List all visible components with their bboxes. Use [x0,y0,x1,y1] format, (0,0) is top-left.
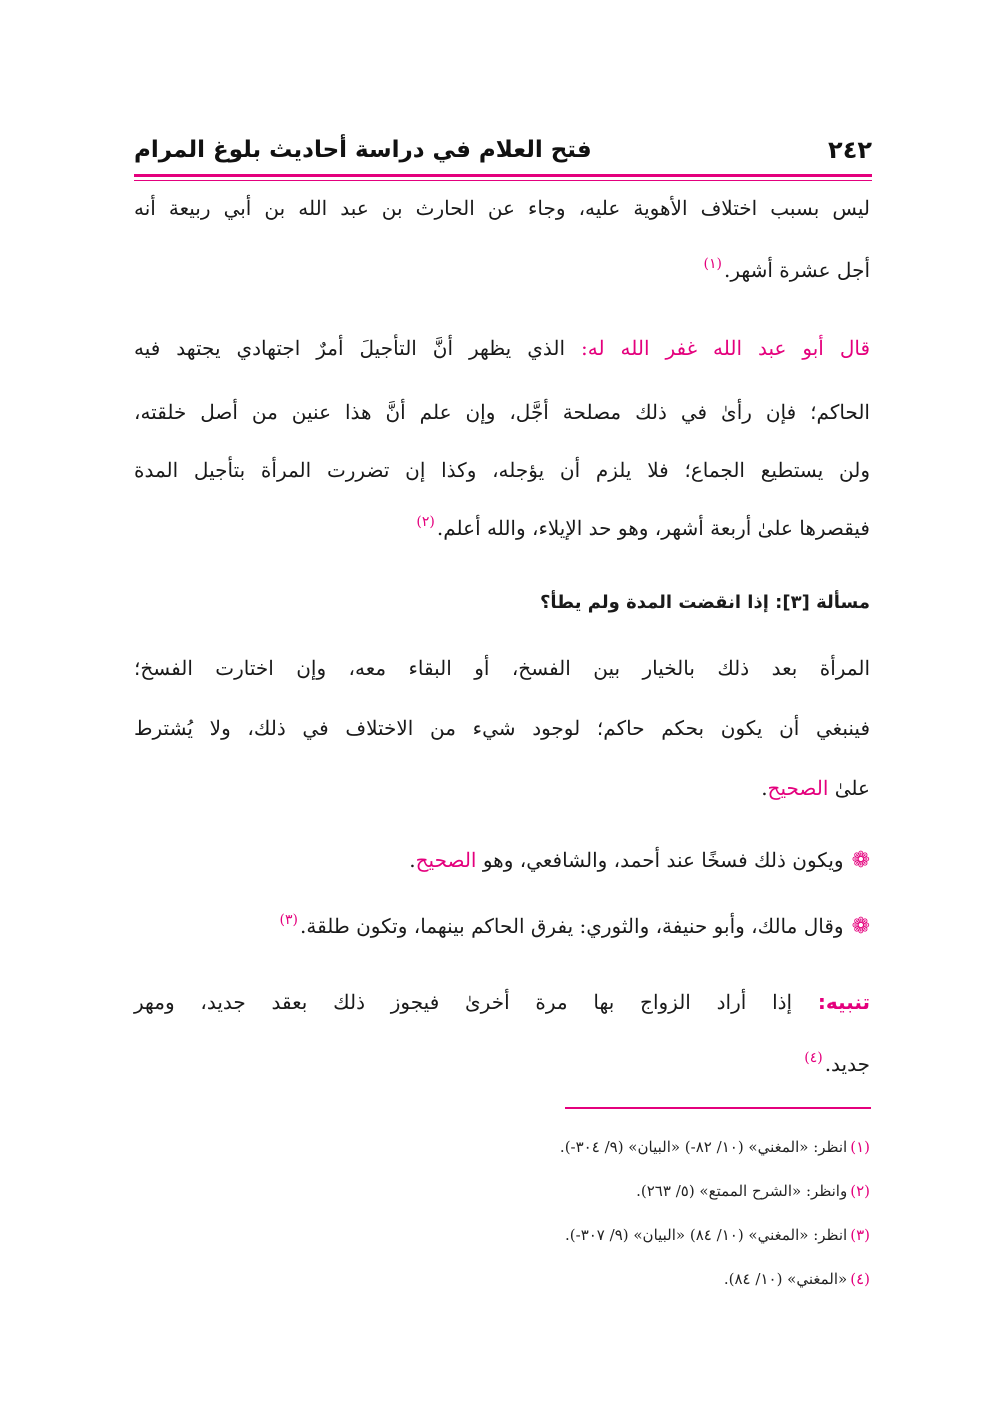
footnote-number: (٣) [850,1226,870,1244]
footnote: (١)انظر: «المغني» (١٠/ ٨٢-) «البيان» (٩/ ٣٠٤-). [559,1138,870,1156]
footnote-number: (٢) [850,1182,870,1200]
highlight-term: الصحيح [767,776,829,800]
footnote: (٢)وانظر: «الشرح الممتع» (٥/ ٢٦٣). [636,1182,870,1200]
paragraph-line: أجل عشرة أشهر.$^{(١)}$ [703,256,870,282]
footnote: (٣)انظر: «المغني» (١٠/ ٨٤) «البيان» (٩/ ٣٠٧-). [564,1226,870,1244]
issue-heading [134,592,870,613]
footnote-number: (١) [850,1138,870,1156]
paragraph-line: المرأة بعد ذلك بالخيار بين الفسخ، أو البقاء معه، وإن اختارت الفسخ؛ [134,656,870,680]
paragraph-line: فيقصرها علىٰ أربعة أشهر، وهو حد الإيلاء، والله أعلم.$^{(٢)}$ [416,514,870,540]
page-header [134,130,872,170]
paragraph-line: فينبغي أن يكون بحكم حاكم؛ لوجود شيء من الاختلاف في ذلك، ولا يُشترط [134,716,870,740]
bullet-item: ❁وقال مالك، وأبو حنيفة، والثوري: يفرق الحاكم بينهما، وتكون طلقة.$^{(٣)}$ [279,912,870,939]
book-title: فتح العلام في دراسة أحاديث بلوغ المرام [134,137,592,163]
author-attribution: قال أبو عبد الله غفر الله له: [580,336,871,360]
header-divider-thin [134,180,872,181]
paragraph-line: الحاكم؛ فإن رأىٰ في ذلك مصلحة أجَّل، وإن علم أنَّ هذا عنين من أصل خلقته، [134,400,870,424]
paragraph-line: علىٰ الصحيح. [761,776,870,800]
paragraph-line: قال أبو عبد الله غفر الله له: الذي يظهر أنَّ التأجيلَ أمرٌ اجتهادي يجتهد فيه [134,336,871,360]
highlight-term: الصحيح [415,848,477,872]
footnote-ref[interactable]: (٢) [416,514,435,530]
bullet-item: ❁ويكون ذلك فسخًا عند أحمد، والشافعي، وهو الصحيح. [409,848,870,873]
paragraph-line: ليس بسبب اختلاف الأهوية عليه، وجاء عن الحارث بن عبد الله بن أبي ربيعة أنه [134,196,870,220]
issue-title: إذا انقضت المدة ولم يطأ؟ [539,592,769,613]
note-line: تنبيه: إذا أراد الزواج بها مرة أخرىٰ فيجوز ذلك بعقد جديد، ومهر [134,990,871,1014]
footnote-divider [565,1107,871,1109]
flower-icon: ❁ [851,848,870,873]
note-line: جديد.$^{(٤)}$ [804,1050,870,1076]
page-number: ٢٤٢ [828,136,872,164]
flower-icon: ❁ [851,914,870,939]
footnote-ref[interactable]: (٣) [279,912,298,928]
footnote-ref[interactable]: (٤) [804,1050,823,1066]
header-divider [134,174,872,177]
footnote-number: (٤) [850,1270,870,1288]
paragraph-line: ولن يستطيع الجماع؛ فلا يلزم أن يؤجله، وكذا إن تضررت المرأة بتأجيل المدة [134,458,870,482]
issue-label: مسألة [٣]: [775,592,870,613]
footnote: (٤)«المغني» (١٠/ ٨٤). [723,1270,870,1288]
footnote-ref[interactable]: (١) [703,256,722,272]
note-label: تنبيه: [817,990,871,1014]
